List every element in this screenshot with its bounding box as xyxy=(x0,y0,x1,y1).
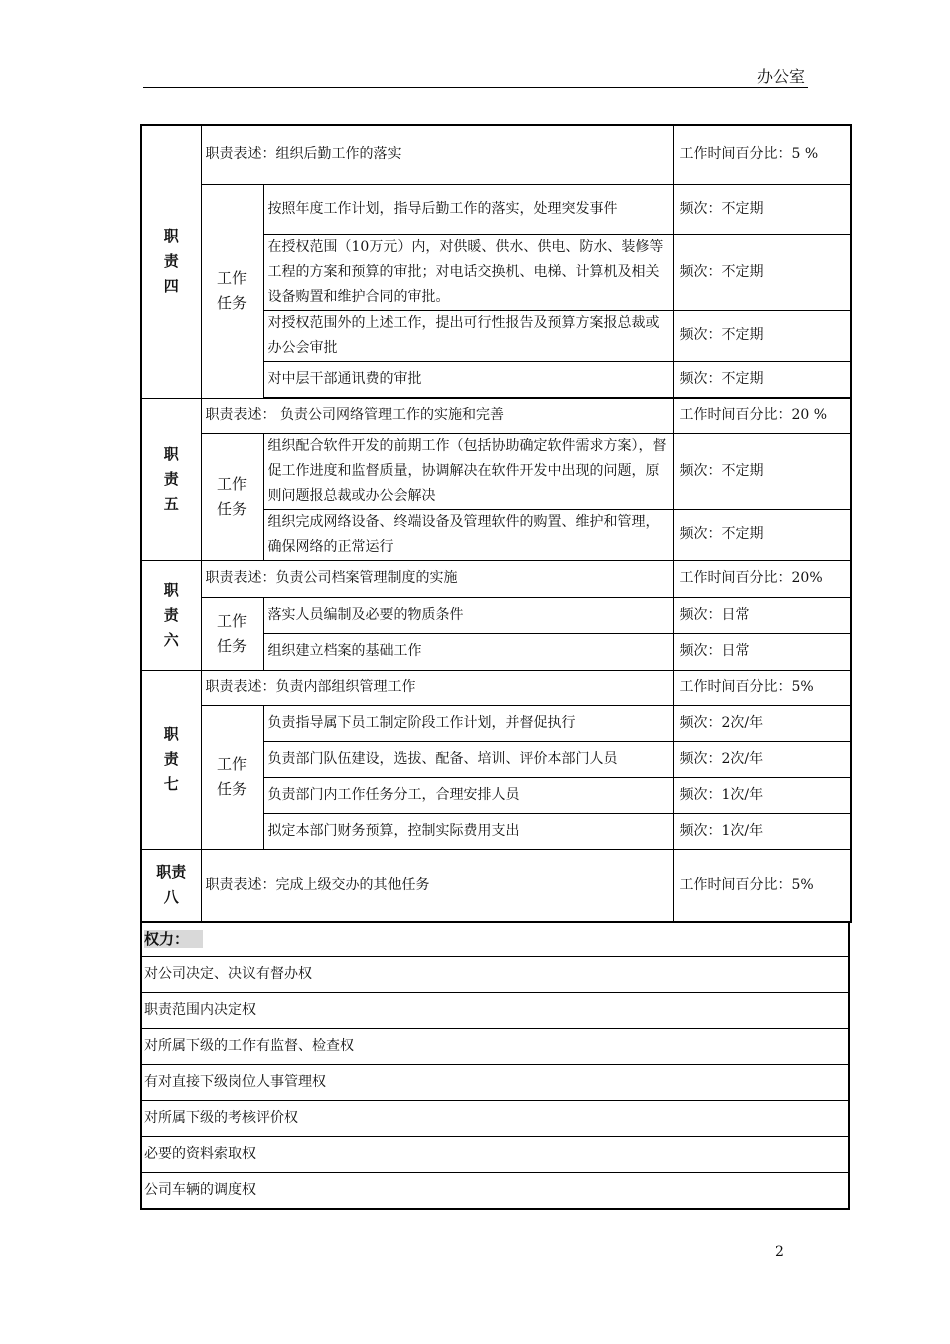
duty-description: 职责表述：完成上级交办的其他任务 xyxy=(201,849,673,922)
powers-title xyxy=(141,922,849,957)
task-label: 工作 任务 xyxy=(201,433,263,560)
duties-table xyxy=(140,124,852,923)
task-frequency: 频次：日常 xyxy=(673,633,851,670)
time-percentage: 工作时间百分比：20 % xyxy=(673,398,851,433)
duty-title: 职 责 四 xyxy=(141,125,201,398)
power-item: 对公司决定、决议有督办权 xyxy=(141,957,849,993)
power-item: 对所属下级的工作有监督、检查权 xyxy=(141,1029,849,1065)
duty-title: 职责 八 xyxy=(141,849,201,922)
task-label: 工作 任务 xyxy=(201,184,263,398)
task-text: 组织完成网络设备、终端设备及管理软件的购置、维护和管理，确保网络的正常运行 xyxy=(263,509,673,560)
task-frequency: 频次：不定期 xyxy=(673,361,851,397)
power-item: 公司车辆的调度权 xyxy=(141,1173,849,1210)
task-frequency: 频次：不定期 xyxy=(673,184,851,234)
power-item: 职责范围内决定权 xyxy=(141,993,849,1029)
duty-title: 职 责 七 xyxy=(141,670,201,849)
task-text: 对授权范围外的上述工作，提出可行性报告及预算方案报总裁或办公会审批 xyxy=(263,310,673,361)
task-frequency: 频次：2次/年 xyxy=(673,705,851,741)
task-frequency: 频次：不定期 xyxy=(673,310,851,361)
duty-description: 职责表述：负责公司档案管理制度的实施 xyxy=(201,560,673,597)
time-percentage: 工作时间百分比：5 % xyxy=(673,125,851,184)
time-percentage: 工作时间百分比：20% xyxy=(673,560,851,597)
task-frequency: 频次：1次/年 xyxy=(673,777,851,813)
duty-title: 职 责 五 xyxy=(141,398,201,560)
duty-description: 职责表述： 负责公司网络管理工作的实施和完善 xyxy=(201,398,673,433)
header-rule xyxy=(143,87,808,88)
task-text: 组织建立档案的基础工作 xyxy=(263,633,673,670)
task-frequency: 频次：1次/年 xyxy=(673,813,851,849)
task-text: 在授权范围（10万元）内，对供暖、供水、供电、防水、装修等工程的方案和预算的审批；对电话交换机、电梯、计算机及相关设备购置和维护合同的审批。 xyxy=(263,234,673,310)
page-number: 2 xyxy=(775,1244,784,1260)
time-percentage: 工作时间百分比：5% xyxy=(673,670,851,705)
time-percentage: 工作时间百分比：5% xyxy=(673,849,851,922)
task-frequency: 频次：2次/年 xyxy=(673,741,851,777)
task-frequency: 频次：不定期 xyxy=(673,234,851,310)
power-item: 对所属下级的考核评价权 xyxy=(141,1101,849,1137)
powers-table xyxy=(140,921,850,1210)
duty-title: 职 责 六 xyxy=(141,560,201,670)
power-item: 有对直接下级岗位人事管理权 xyxy=(141,1065,849,1101)
duty-description: 职责表述：负责内部组织管理工作 xyxy=(201,670,673,705)
task-text: 对中层干部通讯费的审批 xyxy=(263,361,673,397)
header-department: 办公室 xyxy=(757,67,806,86)
task-text: 按照年度工作计划，指导后勤工作的落实，处理突发事件 xyxy=(263,184,673,234)
task-frequency: 频次：不定期 xyxy=(673,509,851,560)
task-frequency: 频次：不定期 xyxy=(673,433,851,509)
task-label: 工作 任务 xyxy=(201,705,263,849)
task-text: 负责指导属下员工制定阶段工作计划，并督促执行 xyxy=(263,705,673,741)
task-text: 负责部门队伍建设，选拔、配备、培训、评价本部门人员 xyxy=(263,741,673,777)
power-item: 必要的资料索取权 xyxy=(141,1137,849,1173)
task-text: 拟定本部门财务预算，控制实际费用支出 xyxy=(263,813,673,849)
task-text: 落实人员编制及必要的物质条件 xyxy=(263,597,673,633)
duty-description: 职责表述：组织后勤工作的落实 xyxy=(201,125,673,184)
task-text: 组织配合软件开发的前期工作（包括协助确定软件需求方案），督促工作进度和监督质量，协调解决在软件开发中出现的问题，原则问题报总裁或办公会解决 xyxy=(263,433,673,509)
task-label: 工作 任务 xyxy=(201,597,263,670)
task-frequency: 频次：日常 xyxy=(673,597,851,633)
powers-title-label: 权力： xyxy=(144,930,203,948)
task-text: 负责部门内工作任务分工，合理安排人员 xyxy=(263,777,673,813)
